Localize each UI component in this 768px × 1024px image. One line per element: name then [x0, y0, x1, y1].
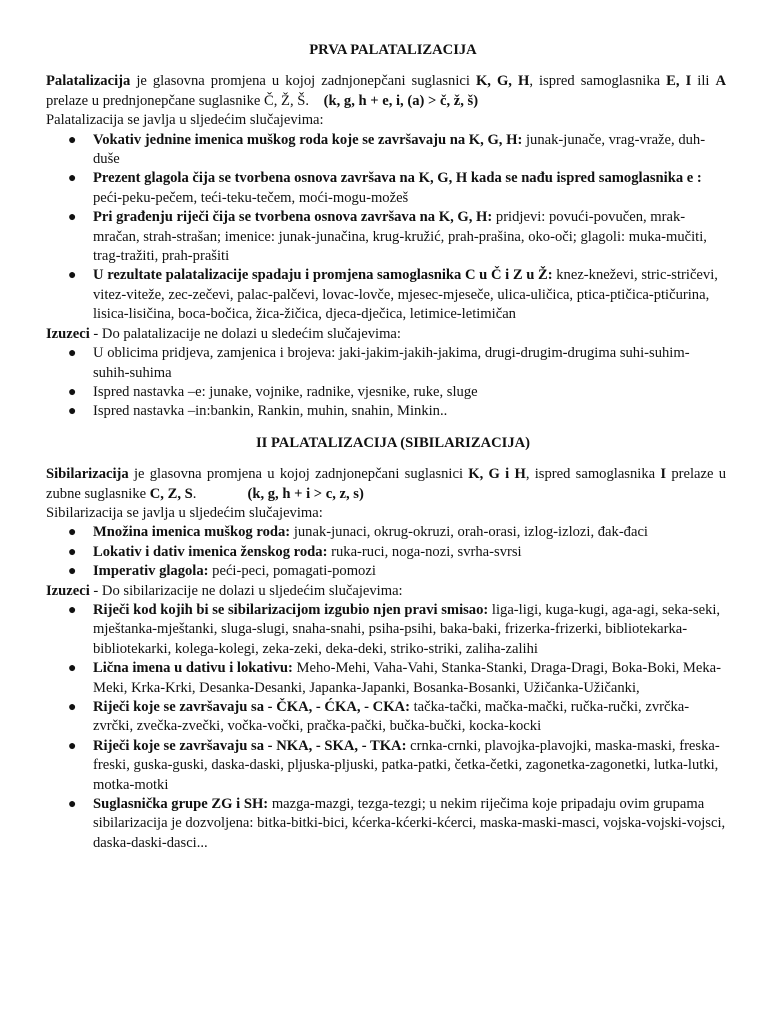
- bullet-icon: ●: [68, 384, 77, 400]
- intro-bold: K, G, H: [475, 73, 530, 90]
- exception-text: Ispred nastavka –in:bankin, Rankin, muhin, snahin, Minkin..: [93, 403, 448, 420]
- exceptions-text: - Do sibilarizacije ne dolazi u sljedećim slučajevima:: [89, 582, 403, 599]
- exception-heading: Riječi koje se završavaju sa - ČKA, - ĆKA, - CKA:: [93, 699, 410, 715]
- intro-text: prelaze u prednjonepčane suglasnike: [46, 92, 265, 109]
- bullet-icon: ●: [68, 700, 77, 715]
- exception-examples: crnka-crnki, plavojka-plavojki, maska-maski, freska-freski, guska-guski, daska-daski, pljuska-pljuski, patka-patki, četka-četki, zagonetka-zagonetki, lutka-lutki, motka-motki: [93, 737, 720, 793]
- bullet-icon: ●: [68, 404, 77, 420]
- list-item: [46, 523, 726, 542]
- case-examples: junak-junaci, okrug-okruzi, orah-orasi, izlog-izlozi, đak-đaci: [290, 524, 648, 541]
- bullet-icon: ●: [68, 171, 77, 187]
- list-item: [46, 543, 726, 562]
- list-item: [46, 266, 726, 324]
- bullet-icon: ●: [68, 268, 77, 284]
- case-examples: peći-peku-pečem, teći-teku-tečem, moći-mogu-možeš: [93, 189, 409, 206]
- exceptions-label: Izuzeci: [46, 325, 90, 342]
- intro-text: , ispred samoglasnika: [525, 466, 661, 483]
- exception-heading: Riječi kod kojih bi se sibilarizacijom izgubio njen pravi smisao:: [93, 601, 489, 618]
- case-heading: Imperativ glagola:: [93, 563, 209, 580]
- intro-text: ili: [691, 73, 716, 90]
- intro-text: prelaze u zubne suglasnike: [46, 466, 727, 502]
- intro-letters: Č, Ž, Š: [264, 92, 306, 109]
- exception-examples: liga-ligi, kuga-kugi, aga-agi, seka-seki, mještanka-mještanki, sluga-slugi, snaha-snahi, psiha-psihi, baka-baki, frizerka-frizerki, bibliotekarka-bibliotekarki, kolega-kolegi, zeka-zeki, deka-deki, striko-striki, zaliha-zalihi: [93, 601, 721, 657]
- section2-exceptions-list: [46, 601, 726, 853]
- intro-bold: A: [715, 73, 727, 90]
- section1-exceptions-intro: [46, 325, 726, 344]
- formula: (k, g, h + i > c, z, s): [247, 485, 364, 502]
- list-item: [46, 383, 726, 402]
- bullet-icon: ●: [68, 602, 77, 618]
- intro-text: je glasovna promjena u kojoj zadnjonepčani suglasnici: [128, 466, 469, 483]
- list-item: [46, 698, 726, 737]
- document-content: [46, 41, 726, 853]
- case-examples: ruka-ruci, noga-nozi, svrha-svrsi: [327, 543, 522, 560]
- exception-text: U oblicima pridjeva, zamjenica i brojeva: jaki-jakim-jakih-jakima, drugi-drugim-drugima suhi-suhim-suhih-suhima: [93, 345, 690, 381]
- exceptions-label: Izuzeci: [46, 582, 90, 599]
- intro-text: , ispred samoglasnika: [529, 73, 667, 90]
- exception-examples: tačka-tački, mačka-mački, ručka-ručki, zvrčka-zvrčki, zvečka-zvečki, vočka-vočki, pračka-pački, bučka-bučki, kocka-kocki: [93, 699, 690, 735]
- section2-cases-list: [46, 523, 726, 581]
- section1-title: PRVA PALATALIZACIJA: [309, 42, 477, 58]
- intro-bold: K, G i H: [468, 466, 526, 483]
- case-examples: junak-junače, vrag-vraže, duh-duše: [93, 131, 706, 168]
- intro-text: .: [192, 485, 248, 502]
- case-examples: knez-kneževi, stric-stričevi, vitez-viteže, zec-zečevi, palac-palčevi, lovac-lovče, mjesec-mjeseče, ulica-uličica, ptica-ptičica-ptičurina, lisica-lisičina, boca-bočica, žica-žičica, djeca-dječica, letimice-letimičan: [93, 267, 718, 323]
- list-item: [46, 344, 726, 383]
- bullet-icon: ●: [68, 525, 77, 541]
- section1-cases-intro: Palatalizacija se javlja u sljedećim slučajevima:: [46, 112, 324, 129]
- intro-bold: I: [660, 466, 667, 483]
- section2-title: II PALATALIZACIJA (SIBILARIZACIJA): [255, 434, 531, 451]
- intro-text: je glasovna promjena u kojoj zadnjonepčani suglasnici: [130, 73, 476, 90]
- list-item: [46, 795, 726, 853]
- list-item: [46, 131, 726, 170]
- bullet-icon: ●: [68, 564, 77, 580]
- exception-text: Ispred nastavka –e: junake, vojnike, radnike, vjesnike, ruke, sluge: [93, 383, 478, 400]
- list-item: [46, 601, 726, 659]
- intro-bold: C, Z, S: [149, 485, 193, 502]
- list-item: [46, 737, 726, 795]
- section1-cases-list: [46, 131, 726, 325]
- intro-text: .: [305, 92, 324, 109]
- bullet-icon: ●: [68, 738, 77, 754]
- list-item: [46, 659, 726, 698]
- list-item: [46, 208, 726, 266]
- case-heading: Prezent glagola čija se tvorbena osnova završava na K, G, H kada se nađu ispred samoglasnika e :: [93, 170, 702, 187]
- case-heading: Vokativ jednine imenica muškog roda koje se završavaju na K, G, H:: [93, 131, 523, 148]
- case-examples: peći-peci, pomagati-pomozi: [208, 563, 376, 580]
- intro-bold: E, I: [666, 73, 692, 90]
- bullet-icon: ●: [68, 346, 77, 362]
- list-item: [46, 402, 726, 421]
- list-item: [46, 562, 726, 581]
- term-sibilarizacija: Sibilarizacija: [46, 466, 129, 483]
- section2-exceptions-intro: [46, 582, 726, 601]
- exceptions-text: - Do palatalizacije ne dolazi u sledećim slučajevima:: [89, 325, 401, 342]
- exception-heading: Lična imena u dativu i lokativu:: [93, 660, 293, 677]
- term-palatalizacija: Palatalizacija: [46, 73, 131, 90]
- section1-intro: [46, 72, 726, 111]
- exception-examples: mazga-mazgi, tezga-tezgi; u nekim riječima koje pripadaju ovim grupama sibilarizacija je dozvoljena: bitka-bitki-bici, kćerka-kćerki-kćerci, maska-maski-masci, vojska-vojski-vojsci, daska-daski-dasci...: [93, 796, 726, 851]
- case-heading: U rezultate palatalizacije spadaju i promjena samoglasnika C u Č i Z u Ž:: [93, 267, 553, 284]
- section2-intro: [46, 465, 726, 504]
- exception-heading: Riječi koje se završavaju sa - NKA, - SKA, - TKA:: [93, 737, 407, 754]
- exception-examples: Meho-Mehi, Vaha-Vahi, Stanka-Stanki, Draga-Dragi, Boka-Boki, Meka-Meki, Krka-Krki, Desanka-Desanki, Japanka-Japanki, Bosanka-Bosanki, Užičanka-Užičanki,: [93, 660, 722, 696]
- exception-heading: Suglasnička grupe ZG i SH:: [93, 796, 269, 813]
- case-examples: pridjevi: povući-povučen, mrak-mračan, strah-strašan; imenice: junak-junačina, krug-kružić, prah-prašina, oko-oči; glagoli: muka-mučiti, trag-tražiti, prah-prašiti: [93, 209, 707, 265]
- bullet-icon: ●: [68, 132, 77, 148]
- section1-exceptions-list: [46, 344, 726, 422]
- bullet-icon: ●: [68, 661, 77, 677]
- case-heading: Pri građenju riječi čija se tvorbena osnova završava na K, G, H:: [93, 209, 493, 226]
- bullet-icon: ●: [68, 544, 77, 560]
- case-heading: Množina imenica muškog roda:: [93, 524, 291, 541]
- section2-cases-intro: Sibilarizacija se javlja u sljedećim slučajevima:: [46, 504, 323, 521]
- bullet-icon: ●: [68, 797, 77, 813]
- list-item: [46, 169, 726, 208]
- case-heading: Lokativ i dativ imenica ženskog roda:: [93, 543, 328, 560]
- formula: (k, g, h + e, i, (a) > č, ž, š): [323, 92, 479, 109]
- bullet-icon: ●: [68, 210, 77, 226]
